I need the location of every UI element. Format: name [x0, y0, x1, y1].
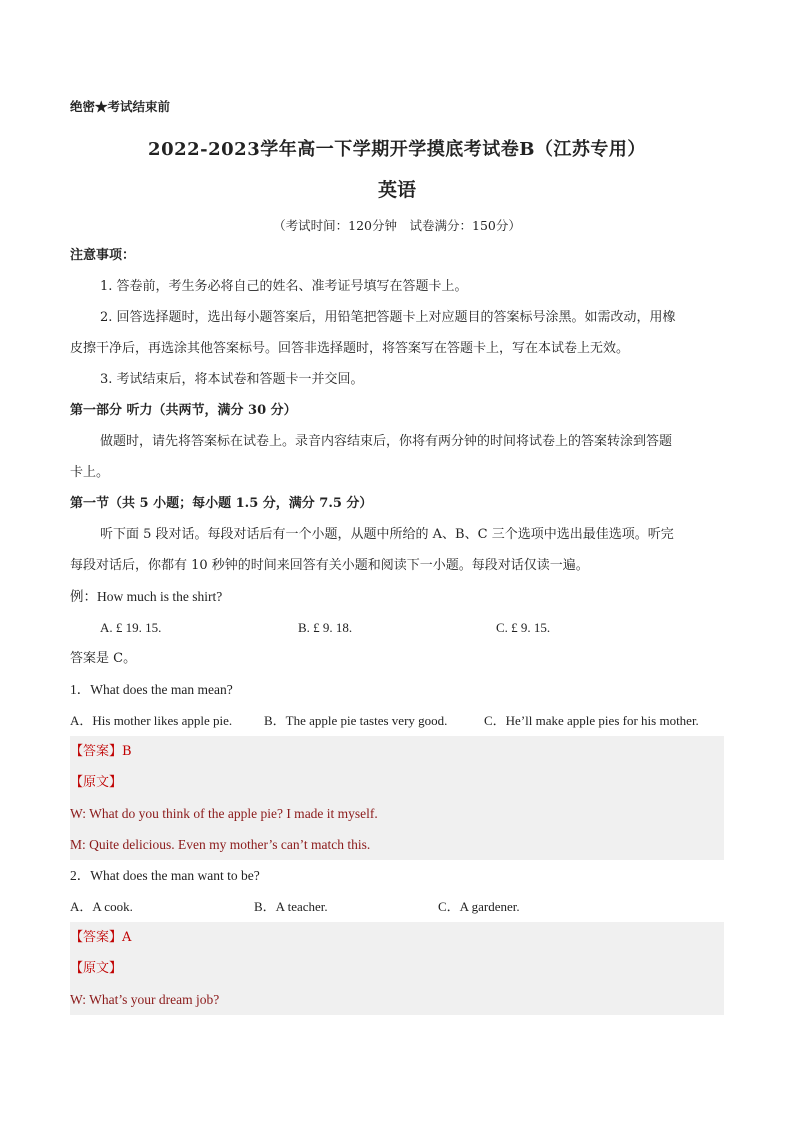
part1-intro-cont: 卡上。	[70, 465, 110, 480]
example-options	[70, 612, 724, 643]
note-item-2-cont: 皮擦干净后，再选涂其他答案标号。回答非选择题时，将答案写在答题卡上，写在本试卷上无效。	[70, 341, 630, 356]
q1-answer-label: 【答案】B	[70, 744, 132, 759]
q2-answer-block	[70, 922, 724, 1015]
q1-source-label: 【原文】	[70, 775, 123, 790]
q2-source-label: 【原文】	[70, 961, 123, 976]
section1-heading: 第一节（共 5 小题；每小题 1.5 分，满分 7.5 分）	[70, 496, 373, 511]
exam-page	[70, 96, 724, 1015]
question-1: 1．What does the man mean?	[70, 682, 233, 697]
question-2: 2．What does the man want to be?	[70, 868, 260, 883]
example-option-a: A. £ 19. 15.	[100, 620, 162, 635]
q1-answer-block	[70, 736, 724, 860]
q2-option-a: A．A cook.	[70, 899, 133, 914]
subject-title: 英语	[377, 179, 416, 201]
q2-transcript-line-1: W: What’s your dream job?	[70, 992, 220, 1007]
q1-option-b: B．The apple pie tastes very good.	[264, 713, 448, 728]
note-item-2: 2. 回答选择题时，选出每小题答案后，用铅笔把答题卡上对应题目的答案标号涂黑。如需改动，用橡	[100, 310, 676, 325]
example-question: 例：How much is the shirt?	[70, 589, 223, 604]
q1-option-a: A．His mother likes apple pie.	[70, 713, 233, 728]
section1-intro-cont: 每段对话后，你都有 10 秒钟的时间来回答有关小题和阅读下一小题。每段对话仅读一遍。	[70, 558, 589, 573]
q2-option-b: B．A teacher.	[254, 899, 328, 914]
part1-heading: 第一部分 听力（共两节，满分 30 分）	[70, 403, 297, 418]
exam-title: 2022-2023学年高一下学期开学摸底考试卷B（江苏专用）	[148, 139, 646, 160]
question-1-options	[70, 705, 724, 736]
example-answer: 答案是 C。	[70, 651, 137, 666]
q2-answer-label: 【答案】A	[70, 930, 132, 945]
confidential-label: 绝密★考试结束前	[70, 99, 171, 114]
part1-intro: 做题时，请先将答案标在试卷上。录音内容结束后，你将有两分钟的时间将试卷上的答案转涂到答题	[100, 434, 673, 449]
q1-transcript-line-2: M: Quite delicious. Even my mother’s can’t match this.	[70, 837, 371, 852]
note-item-3: 3. 考试结束后，将本试卷和答题卡一并交回。	[100, 372, 364, 387]
notes-heading: 注意事项：	[70, 248, 136, 263]
section1-intro: 听下面 5 段对话。每段对话后有一个小题，从题中所给的 A、B、C 三个选项中选出最佳选项。听完	[100, 527, 674, 542]
q2-option-c: C．A gardener.	[438, 899, 520, 914]
example-option-b: B. £ 9. 18.	[298, 620, 353, 635]
q1-transcript-line-1: W: What do you think of the apple pie? I made it myself.	[70, 806, 378, 821]
question-2-options	[70, 891, 724, 922]
time-info: （考试时间：120分钟 试卷满分：150分）	[273, 218, 521, 233]
note-item-1: 1. 答卷前，考生务必将自己的姓名、准考证号填写在答题卡上。	[100, 279, 468, 294]
q1-option-c: C．He’ll make apple pies for his mother.	[484, 713, 699, 728]
example-option-c: C. £ 9. 15.	[496, 620, 551, 635]
